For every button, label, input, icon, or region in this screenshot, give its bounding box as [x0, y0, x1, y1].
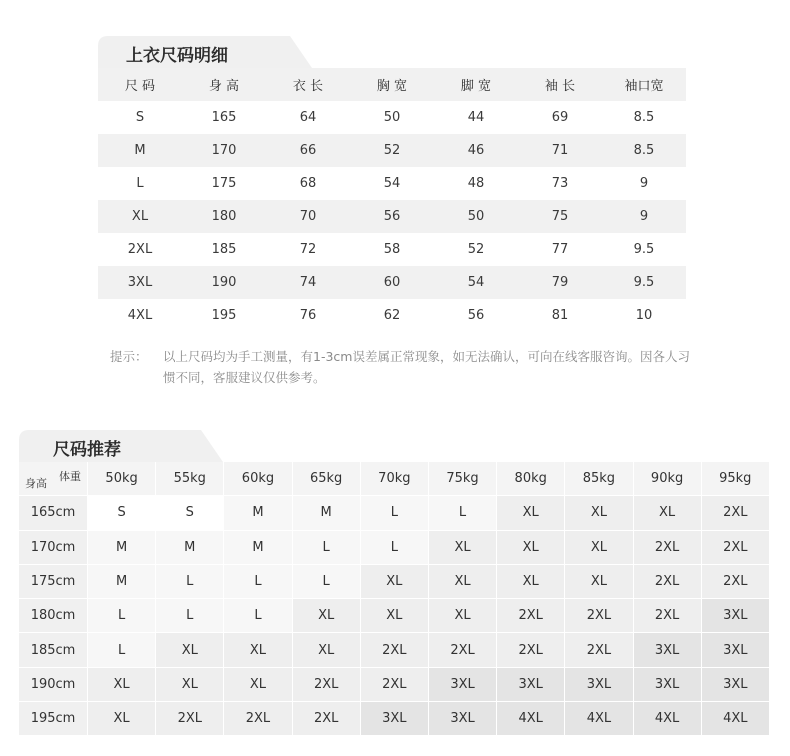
- size-cell: 3XL: [702, 668, 770, 702]
- size-cell: XL: [565, 496, 633, 530]
- table-cell: 165: [211, 110, 237, 125]
- table-cell: 48: [467, 176, 485, 191]
- table-cell: S: [135, 110, 145, 125]
- table-row: [98, 200, 686, 233]
- table-cell: XL: [131, 209, 149, 224]
- grid-row: [19, 633, 770, 667]
- weight-header: 50kg: [88, 462, 156, 496]
- table-cell: 180: [211, 209, 237, 224]
- table-cell: 175: [211, 176, 237, 191]
- corner-cell: [19, 462, 88, 496]
- size-cell: XL: [361, 599, 429, 633]
- table-cell: 75: [551, 209, 569, 224]
- size-cell: XL: [156, 633, 224, 667]
- size-cell: L: [156, 565, 224, 599]
- weight-header: 55kg: [156, 462, 224, 496]
- height-label: 190cm: [19, 668, 88, 702]
- size-cell: L: [224, 599, 292, 633]
- table-cell: 54: [467, 275, 485, 290]
- size-cell: XL: [565, 531, 633, 565]
- height-label: 195cm: [19, 702, 88, 736]
- note-prefix: 提示：: [110, 349, 148, 364]
- table-cell: 74: [299, 275, 317, 290]
- column-header: 袖口宽: [624, 79, 664, 94]
- size-cell: 3XL: [634, 668, 702, 702]
- column-header: 脚 宽: [460, 79, 492, 94]
- size-cell: L: [361, 531, 429, 565]
- grid-row: [19, 496, 770, 530]
- size-cell: M: [88, 565, 156, 599]
- table-cell: 58: [383, 242, 401, 257]
- grid-row: [19, 668, 770, 702]
- size-detail-table: [98, 68, 686, 332]
- weight-header: 60kg: [224, 462, 292, 496]
- table-cell: 64: [299, 110, 317, 125]
- weight-header: 65kg: [293, 462, 361, 496]
- table-cell: 4XL: [127, 308, 153, 323]
- size-cell: M: [293, 496, 361, 530]
- table-cell: L: [136, 176, 144, 191]
- size-cell: L: [293, 531, 361, 565]
- size-cell: 3XL: [702, 599, 770, 633]
- height-label: 180cm: [19, 599, 88, 633]
- size-cell: XL: [429, 531, 497, 565]
- size-cell: XL: [293, 633, 361, 667]
- size-cell: XL: [565, 565, 633, 599]
- table-cell: 2XL: [127, 242, 153, 257]
- size-cell: 2XL: [361, 633, 429, 667]
- weight-header: 95kg: [702, 462, 770, 496]
- size-cell: XL: [429, 565, 497, 599]
- size-cell: 2XL: [702, 531, 770, 565]
- size-cell: L: [88, 599, 156, 633]
- size-cell: 2XL: [293, 702, 361, 736]
- size-cell: 4XL: [702, 702, 770, 736]
- size-cell: 2XL: [429, 633, 497, 667]
- size-cell: XL: [429, 599, 497, 633]
- column-header: 袖 长: [544, 79, 576, 94]
- height-label: 170cm: [19, 531, 88, 565]
- height-label: 185cm: [19, 633, 88, 667]
- size-cell: L: [293, 565, 361, 599]
- size-cell: 3XL: [429, 668, 497, 702]
- size-cell: L: [88, 633, 156, 667]
- size-cell: XL: [293, 599, 361, 633]
- size-cell: 2XL: [361, 668, 429, 702]
- size-cell: 2XL: [634, 531, 702, 565]
- column-header: 身 高: [208, 79, 240, 94]
- size-cell: 3XL: [429, 702, 497, 736]
- size-cell: 2XL: [497, 633, 565, 667]
- size-recommend-title-tab: [19, 430, 223, 462]
- column-header: 衣 长: [292, 79, 324, 94]
- table-cell: 72: [299, 242, 317, 257]
- table-cell: 71: [551, 143, 569, 158]
- table-cell: 190: [211, 275, 237, 290]
- size-cell: XL: [88, 702, 156, 736]
- table-cell: 52: [467, 242, 485, 257]
- size-cell: 4XL: [634, 702, 702, 736]
- size-cell: 2XL: [634, 565, 702, 599]
- table-cell: 50: [383, 110, 401, 125]
- table-cell: 8.5: [633, 110, 655, 125]
- weight-header: 70kg: [361, 462, 429, 496]
- weight-header: 90kg: [634, 462, 702, 496]
- size-detail-title: 上衣尺码明细: [126, 46, 228, 66]
- table-cell: 185: [211, 242, 237, 257]
- height-label: 165cm: [19, 496, 88, 530]
- table-cell: 54: [383, 176, 401, 191]
- table-header-row: [98, 68, 686, 101]
- table-cell: 52: [383, 143, 401, 158]
- size-cell: L: [156, 599, 224, 633]
- column-header: 胸 宽: [376, 79, 408, 94]
- size-cell: 3XL: [497, 668, 565, 702]
- table-row: [98, 266, 686, 299]
- note-text: 以上尺码均为手工测量，有1-3cm误差属正常现象，如无法确认，可向在线客服咨询。因各人习惯不同，客服建议仅供参考。: [163, 349, 690, 385]
- weight-header: 85kg: [565, 462, 633, 496]
- weight-header: 75kg: [429, 462, 497, 496]
- size-cell: XL: [361, 565, 429, 599]
- table-cell: 73: [551, 176, 569, 191]
- size-cell: L: [361, 496, 429, 530]
- size-cell: L: [429, 496, 497, 530]
- table-cell: 70: [299, 209, 317, 224]
- size-detail-title-tab: [98, 36, 312, 68]
- size-cell: M: [156, 531, 224, 565]
- size-cell: 2XL: [565, 599, 633, 633]
- table-row: [98, 167, 686, 200]
- corner-weight-label: 体重: [59, 470, 81, 483]
- table-cell: 46: [467, 143, 485, 158]
- table-cell: 68: [299, 176, 317, 191]
- table-cell: 9.5: [633, 242, 655, 257]
- grid-header-row: [19, 462, 770, 496]
- table-cell: 9.5: [633, 275, 655, 290]
- table-cell: 66: [299, 143, 317, 158]
- table-cell: 77: [551, 242, 569, 257]
- size-cell: 3XL: [702, 633, 770, 667]
- size-cell: S: [156, 496, 224, 530]
- table-cell: 170: [211, 143, 237, 158]
- weight-header: 80kg: [497, 462, 565, 496]
- table-cell: 195: [211, 308, 237, 323]
- grid-row: [19, 702, 770, 736]
- size-cell: XL: [156, 668, 224, 702]
- table-cell: 56: [383, 209, 401, 224]
- table-cell: 3XL: [127, 275, 153, 290]
- table-cell: 60: [383, 275, 401, 290]
- size-cell: XL: [224, 668, 292, 702]
- size-cell: L: [224, 565, 292, 599]
- table-cell: 50: [467, 209, 485, 224]
- table-cell: 81: [551, 308, 569, 323]
- size-cell: XL: [634, 496, 702, 530]
- table-cell: 69: [551, 110, 569, 125]
- table-cell: 62: [383, 308, 401, 323]
- size-cell: 4XL: [565, 702, 633, 736]
- table-cell: M: [134, 143, 146, 158]
- grid-row: [19, 599, 770, 633]
- size-cell: 3XL: [565, 668, 633, 702]
- size-cell: M: [224, 531, 292, 565]
- table-cell: 79: [551, 275, 569, 290]
- size-cell: 2XL: [293, 668, 361, 702]
- table-row: [98, 233, 686, 266]
- size-cell: 2XL: [497, 599, 565, 633]
- size-cell: XL: [497, 565, 565, 599]
- grid-row: [19, 531, 770, 565]
- size-cell: XL: [497, 531, 565, 565]
- size-cell: XL: [497, 496, 565, 530]
- size-cell: 2XL: [634, 599, 702, 633]
- size-cell: 3XL: [634, 633, 702, 667]
- size-recommend-title: 尺码推荐: [53, 440, 121, 460]
- height-label: 175cm: [19, 565, 88, 599]
- table-cell: 76: [299, 308, 317, 323]
- size-cell: S: [88, 496, 156, 530]
- column-header: 尺 码: [124, 79, 156, 94]
- size-cell: M: [224, 496, 292, 530]
- size-cell: 2XL: [224, 702, 292, 736]
- size-cell: 4XL: [497, 702, 565, 736]
- table-row: [98, 299, 686, 332]
- size-cell: M: [88, 531, 156, 565]
- table-row: [98, 134, 686, 167]
- corner-height-label: 身高: [25, 477, 47, 491]
- size-cell: 3XL: [361, 702, 429, 736]
- table-cell: 9: [639, 176, 649, 191]
- size-cell: XL: [88, 668, 156, 702]
- table-cell: 56: [467, 308, 485, 323]
- table-cell: 10: [635, 308, 653, 323]
- size-cell: 2XL: [565, 633, 633, 667]
- measurement-note: [110, 346, 690, 388]
- size-cell: 2XL: [702, 565, 770, 599]
- size-recommend-grid: [19, 462, 770, 736]
- size-cell: 2XL: [156, 702, 224, 736]
- size-cell: 2XL: [702, 496, 770, 530]
- table-row: [98, 101, 686, 134]
- size-cell: XL: [224, 633, 292, 667]
- grid-row: [19, 565, 770, 599]
- table-cell: 44: [467, 110, 485, 125]
- table-cell: 9: [639, 209, 649, 224]
- title-tab-shape: [19, 430, 223, 462]
- table-cell: 8.5: [633, 143, 655, 158]
